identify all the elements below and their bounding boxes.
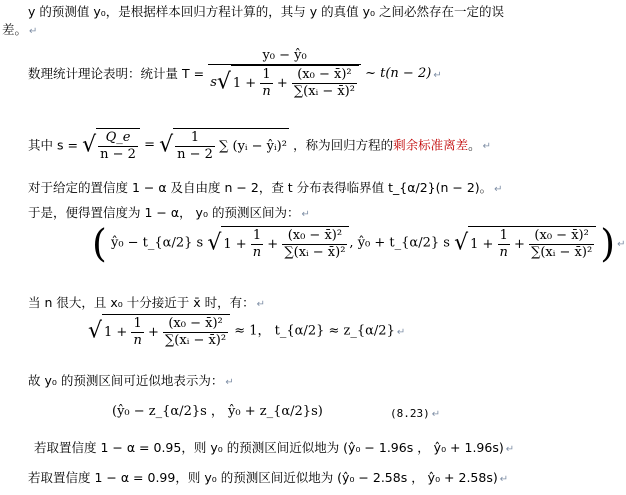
sqrt-icon: √ [454, 230, 469, 256]
paragraph-mark-icon: ↵ [29, 26, 38, 37]
sqrt-icon: √ [207, 230, 222, 256]
formula-approx-interval: (ŷ₀ − z_{α/2}s ， ŷ₀ + z_{α/2}s) [112, 404, 323, 419]
paragraph-mark-icon: ↵ [256, 299, 265, 310]
text-line-5: 对于给定的置信度 1 − α 及自由度 n − 2，查 t 分布表得临界值 t_{α/2}(n − 2)。 ↵ [28, 180, 503, 195]
paragraph-mark-icon: ↵ [431, 409, 441, 420]
text-line-7: 当 n 很大，且 x₀ 十分接近于 x̄ 时，有： ↵ [28, 295, 265, 310]
highlighted-term: 剩余标准离差 [393, 137, 469, 153]
text-line-9: 故 y₀ 的预测区间可近似地表示为： ↵ [28, 373, 234, 388]
text-line-2: 差。 ↵ [2, 22, 38, 37]
paragraph-mark-icon: ↵ [301, 209, 310, 220]
sqrt-icon: √ [82, 132, 97, 158]
formula-t-statistic: 数理统计理论表明：统计量 T = y₀ − ŷ₀ s√ 1 + $\frac{1}{n}$ + $\frac{\text{(x₀ − x̄)²}}{\text{∑(xᵢ − x̄)²}}$ ~ t(n − 2) ↵ [28, 48, 442, 99]
formula-approximation: √ 1 + $\frac{1}{n}$ + $\frac{\text{(x₀ − x̄)²}}{\text{∑(xᵢ − x̄)²}}$ ≈ 1， t_{α/2} ≈ z_{α/2} ↵ [88, 316, 406, 348]
paragraph-mark-icon: ↵ [505, 444, 515, 455]
t-fraction: y₀ − ŷ₀ s√ 1 + $\frac{1}{n}$ + $\frac{\text{(x₀ − x̄)²}}{\text{∑(xᵢ − x̄)²}}$ [208, 48, 361, 100]
equation-number: (8.23) ↵ [390, 407, 441, 420]
text-line-12: 若取置信度 1 − α = 0.99，则 y₀ 的预测区间近似地为 (ŷ₀ − 2.58s ， ŷ₀ + 2.58s) ↵ [28, 470, 509, 485]
paragraph-mark-icon: ↵ [494, 184, 503, 195]
paragraph-mark-icon: ↵ [433, 69, 442, 81]
sqrt-icon: √ [216, 69, 231, 95]
formula-s-definition: 其中 s = √ $\frac{Q\_e}{n - 2}$ = √ $\frac{1}{n - 2}$ ∑ (yᵢ − ŷᵢ)² ，称为回归方程的剩余标准离差。 ↵ [28, 130, 491, 162]
text-line-1: y 的预测值 y₀，是根据样本回归方程计算的，其与 y 的真值 y₀ 之间必然存在一定的误 [28, 4, 504, 19]
paragraph-mark-icon: ↵ [617, 239, 626, 250]
text-line-6: 于是，便得置信度为 1 − α， y₀ 的预测区间为： ↵ [28, 205, 310, 220]
paragraph-mark-icon: ↵ [225, 377, 234, 388]
paragraph-mark-icon: ↵ [396, 327, 406, 338]
sqrt-icon: √ [159, 132, 174, 158]
text-line-11: 若取置信度 1 − α = 0.95，则 y₀ 的预测区间近似地为 (ŷ₀ − 1.96s ， ŷ₀ + 1.96s) ↵ [34, 440, 515, 455]
paragraph-mark-icon: ↵ [482, 141, 491, 152]
formula-prediction-interval: ( ŷ₀ − t_{α/2} s √ 1 + $\frac{1}{n}$ + $\frac{\text{(x₀ − x̄)²}}{\text{∑(xᵢ − x̄)²}}$ , ŷ₀ + t_{α/2} s √ 1 + $\frac{1}{n}$ + $\frac{\text{(x₀ − x̄)²}}{\text{∑(xᵢ − x̄)²}}$ ) ↵ [92, 221, 626, 266]
sqrt-icon: √ [88, 318, 103, 344]
paragraph-mark-icon: ↵ [499, 474, 509, 485]
